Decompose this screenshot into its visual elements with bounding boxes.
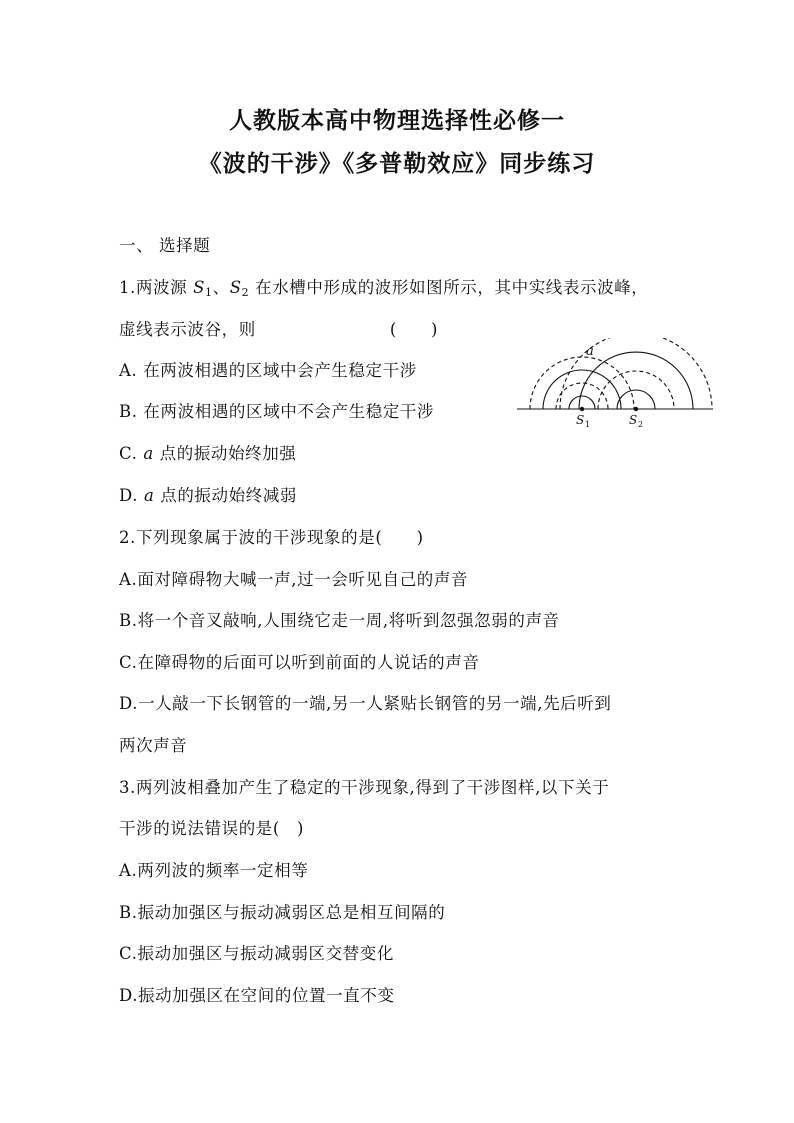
source2-label-sub: 2 bbox=[638, 420, 644, 429]
q2-option-d-line1: D.一人敲一下长钢管的一端,另一人紧贴长钢管的另一端,先后听到 bbox=[119, 694, 612, 713]
q1-text-a: 两波源 bbox=[135, 278, 194, 297]
q1-option-d-prefix: D. bbox=[119, 486, 144, 505]
source1-dot bbox=[580, 407, 584, 411]
q2-option-a: A.面对障碍物大喊一声,过一会听见自己的声音 bbox=[119, 570, 469, 589]
q1-text-b: 在水槽中形成的波形如图所示，其中实线表示波峰， bbox=[249, 278, 649, 297]
q1-option-d-var: a bbox=[143, 486, 155, 505]
q1-number: 1. bbox=[119, 278, 136, 297]
document-subtitle: 《波的干涉》《多普勒效应》同步练习 bbox=[198, 151, 596, 177]
source2-dot bbox=[634, 407, 638, 411]
q1-option-a: A. 在两波相遇的区域中会产生稳定干涉 bbox=[119, 361, 417, 380]
s2-trough-2 bbox=[560, 338, 712, 409]
point-a-label: a bbox=[586, 344, 594, 359]
document-title: 人教版本高中物理选择性必修一 bbox=[229, 108, 565, 134]
q1-line2-text: 虚线表示波谷，则 bbox=[119, 320, 256, 339]
s2-crest-2 bbox=[579, 352, 693, 409]
q3-stem-line2: 干涉的说法错误的是( ) bbox=[119, 819, 305, 838]
wave-interference-figure bbox=[514, 338, 714, 433]
q1-stem-line1 bbox=[119, 274, 648, 299]
source2-label-letter: S bbox=[629, 413, 638, 427]
q2-option-d-line2: 两次声音 bbox=[119, 736, 188, 755]
q1-option-c-prefix: C. bbox=[119, 444, 144, 463]
q3-option-d: D.振动加强区在空间的位置一直不变 bbox=[119, 986, 395, 1005]
q3-option-b: B.振动加强区与振动减弱区总是相互间隔的 bbox=[119, 903, 446, 922]
q2-stem: 2.下列现象属于波的干涉现象的是( ) bbox=[119, 528, 424, 547]
q3-option-c: C.振动加强区与振动减弱区交替变化 bbox=[119, 944, 394, 963]
q3-stem-line1: 3.两列波相叠加产生了稳定的干涉现象,得到了干涉图样,以下关于 bbox=[119, 778, 610, 797]
q1-option-c-rest: 点的振动始终加强 bbox=[153, 444, 297, 463]
q1-s1-sub: 1 bbox=[205, 286, 213, 299]
section-heading: 一、 选择题 bbox=[119, 236, 211, 255]
s2-crest-1 bbox=[617, 390, 655, 409]
q1-s2-letter: S bbox=[229, 278, 242, 297]
q1-s1-letter: S bbox=[193, 278, 206, 297]
q2-option-b: B.将一个音叉敲响,人围绕它走一周,将听到忽强忽弱的声音 bbox=[119, 611, 560, 630]
source2-wavefronts bbox=[560, 338, 712, 409]
source1-label-sub: 1 bbox=[585, 420, 591, 429]
q1-option-c bbox=[119, 440, 296, 464]
q1-stem-line2 bbox=[119, 316, 438, 340]
q1-answer-paren: ( ) bbox=[389, 320, 439, 339]
q1-option-c-var: a bbox=[143, 444, 154, 463]
source1-label-letter: S bbox=[576, 413, 585, 427]
q1-option-b: B. 在两波相遇的区域中不会产生稳定干涉 bbox=[119, 402, 435, 421]
q1-option-d bbox=[119, 482, 297, 506]
q3-option-a: A.两列波的频率一定相等 bbox=[119, 861, 309, 880]
q1-s2-sub: 2 bbox=[241, 286, 250, 299]
q1-option-d-rest: 点的振动始终减弱 bbox=[154, 486, 298, 505]
q1-sep: 、 bbox=[212, 278, 230, 297]
q2-option-c: C.在障碍物的后面可以听到前面的人说话的声音 bbox=[119, 653, 480, 672]
